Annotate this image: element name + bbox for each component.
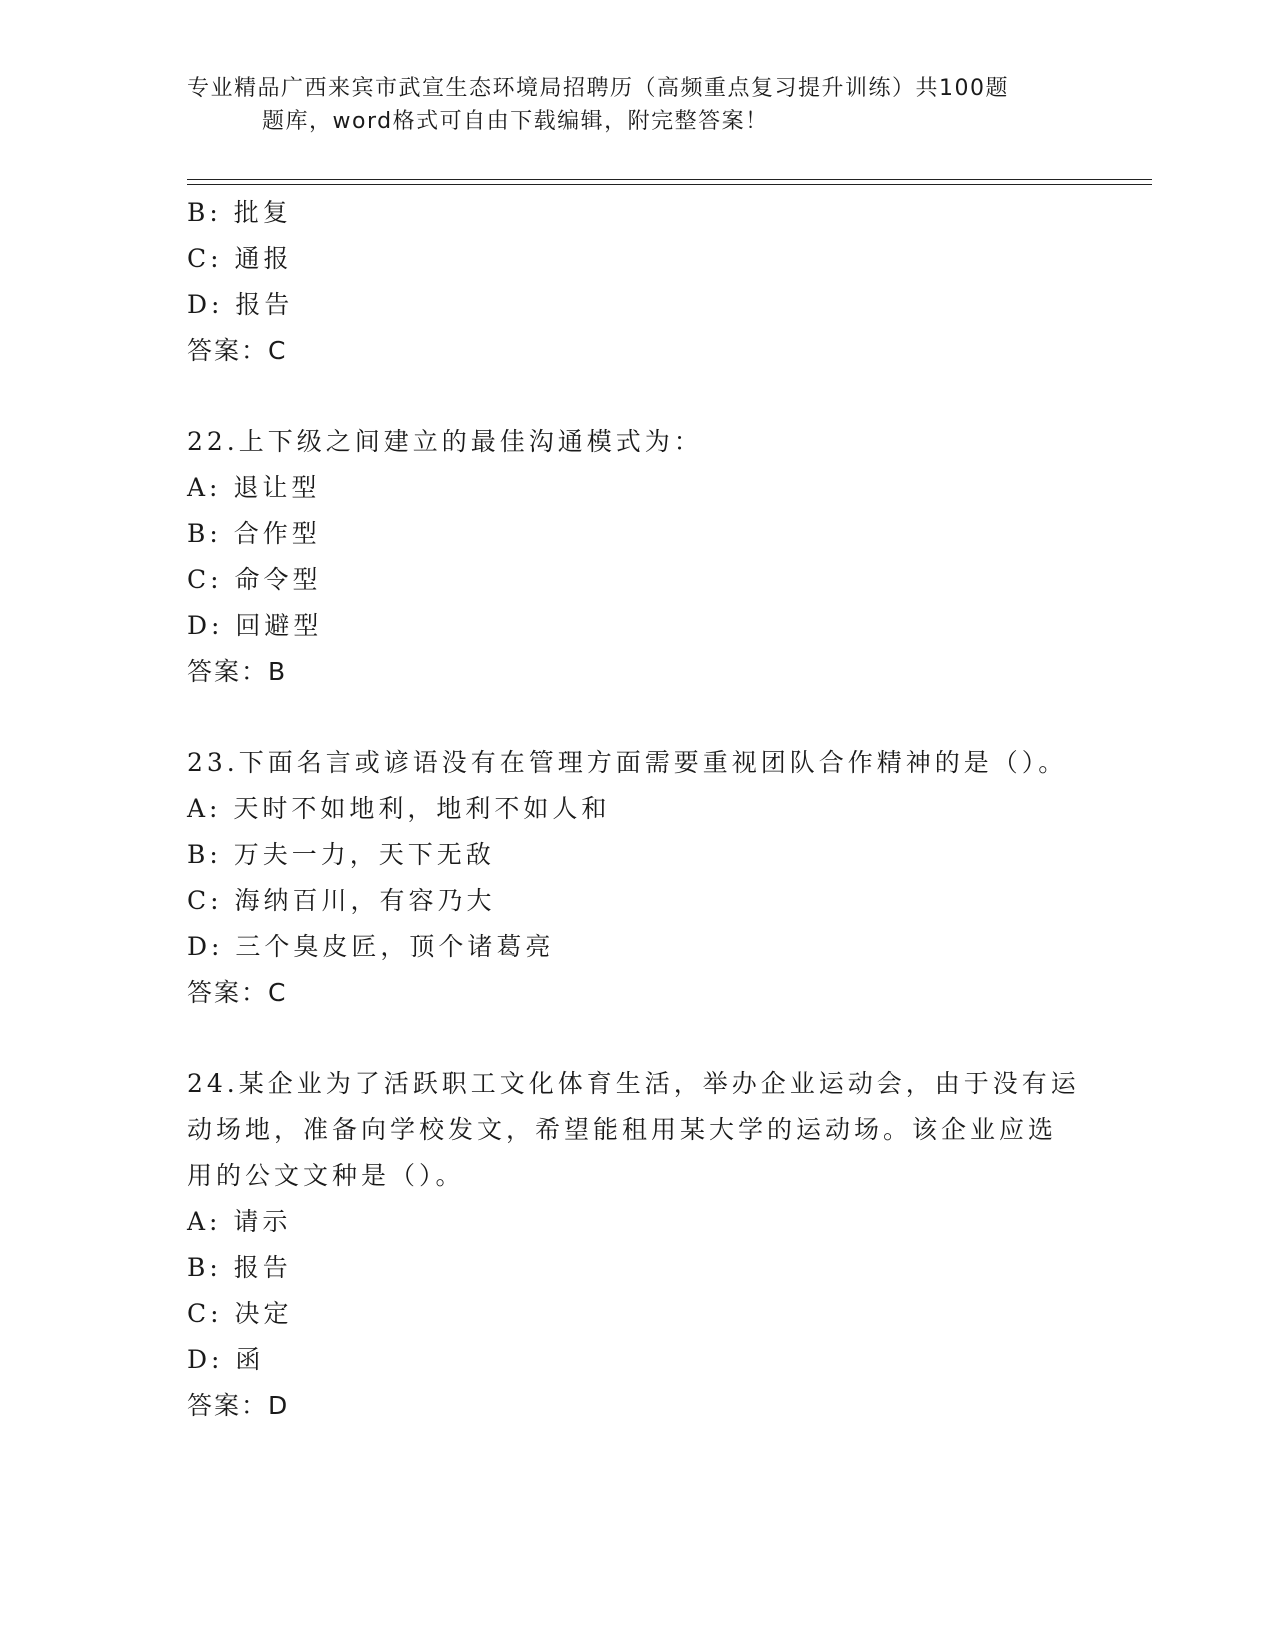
header-title-line-2: 题库，word格式可自由下载编辑，附完整答案！ xyxy=(262,109,769,134)
header-divider-bottom xyxy=(187,184,1152,185)
question-22 xyxy=(187,419,1087,695)
answer: 答案：C xyxy=(187,978,288,1007)
header-divider-top xyxy=(187,179,1152,180)
option-c: C: 命令型 xyxy=(187,565,322,594)
question-stem-line-1: 24.某企业为了活跃职工文化体育生活，举办企业运动会，由于没有运 xyxy=(187,1069,1080,1098)
option-c: C: 决定 xyxy=(187,1299,293,1328)
question-list xyxy=(187,190,1087,1429)
option-b: B: 批复 xyxy=(187,198,292,227)
question-24 xyxy=(187,1061,1087,1429)
question-21-continued xyxy=(187,190,1087,374)
option-a: A: 请示 xyxy=(187,1207,292,1236)
document-header xyxy=(187,72,1087,138)
answer: 答案：C xyxy=(187,336,288,365)
header-title-line-1: 专业精品广西来宾市武宣生态环境局招聘历（高频重点复习提升训练）共100题 xyxy=(187,76,1009,101)
question-stem-line-3: 用的公文文种是（）。 xyxy=(187,1161,465,1190)
option-a: A: 天时不如地利，地利不如人和 xyxy=(187,794,611,823)
question-stem: 23.下面名言或谚语没有在管理方面需要重视团队合作精神的是（）。 xyxy=(187,748,1068,777)
question-stem: 22.上下级之间建立的最佳沟通模式为： xyxy=(187,427,703,456)
option-a: A: 退让型 xyxy=(187,473,321,502)
option-b: B: 合作型 xyxy=(187,519,321,548)
question-23 xyxy=(187,740,1087,1016)
option-b: B: 万夫一力，天下无敌 xyxy=(187,840,495,869)
option-b: B: 报告 xyxy=(187,1253,292,1282)
option-d: D: 函 xyxy=(187,1345,265,1374)
option-d: D: 回避型 xyxy=(187,611,323,640)
option-d: D: 三个臭皮匠，顶个诸葛亮 xyxy=(187,932,555,961)
option-c: C: 海纳百川，有容乃大 xyxy=(187,886,496,915)
option-d: D: 报告 xyxy=(187,290,294,319)
option-c: C: 通报 xyxy=(187,244,293,273)
question-stem-line-2: 动场地，准备向学校发文，希望能租用某大学的运动场。该企业应选 xyxy=(187,1115,1058,1144)
answer: 答案：D xyxy=(187,1391,290,1420)
answer: 答案：B xyxy=(187,657,288,686)
